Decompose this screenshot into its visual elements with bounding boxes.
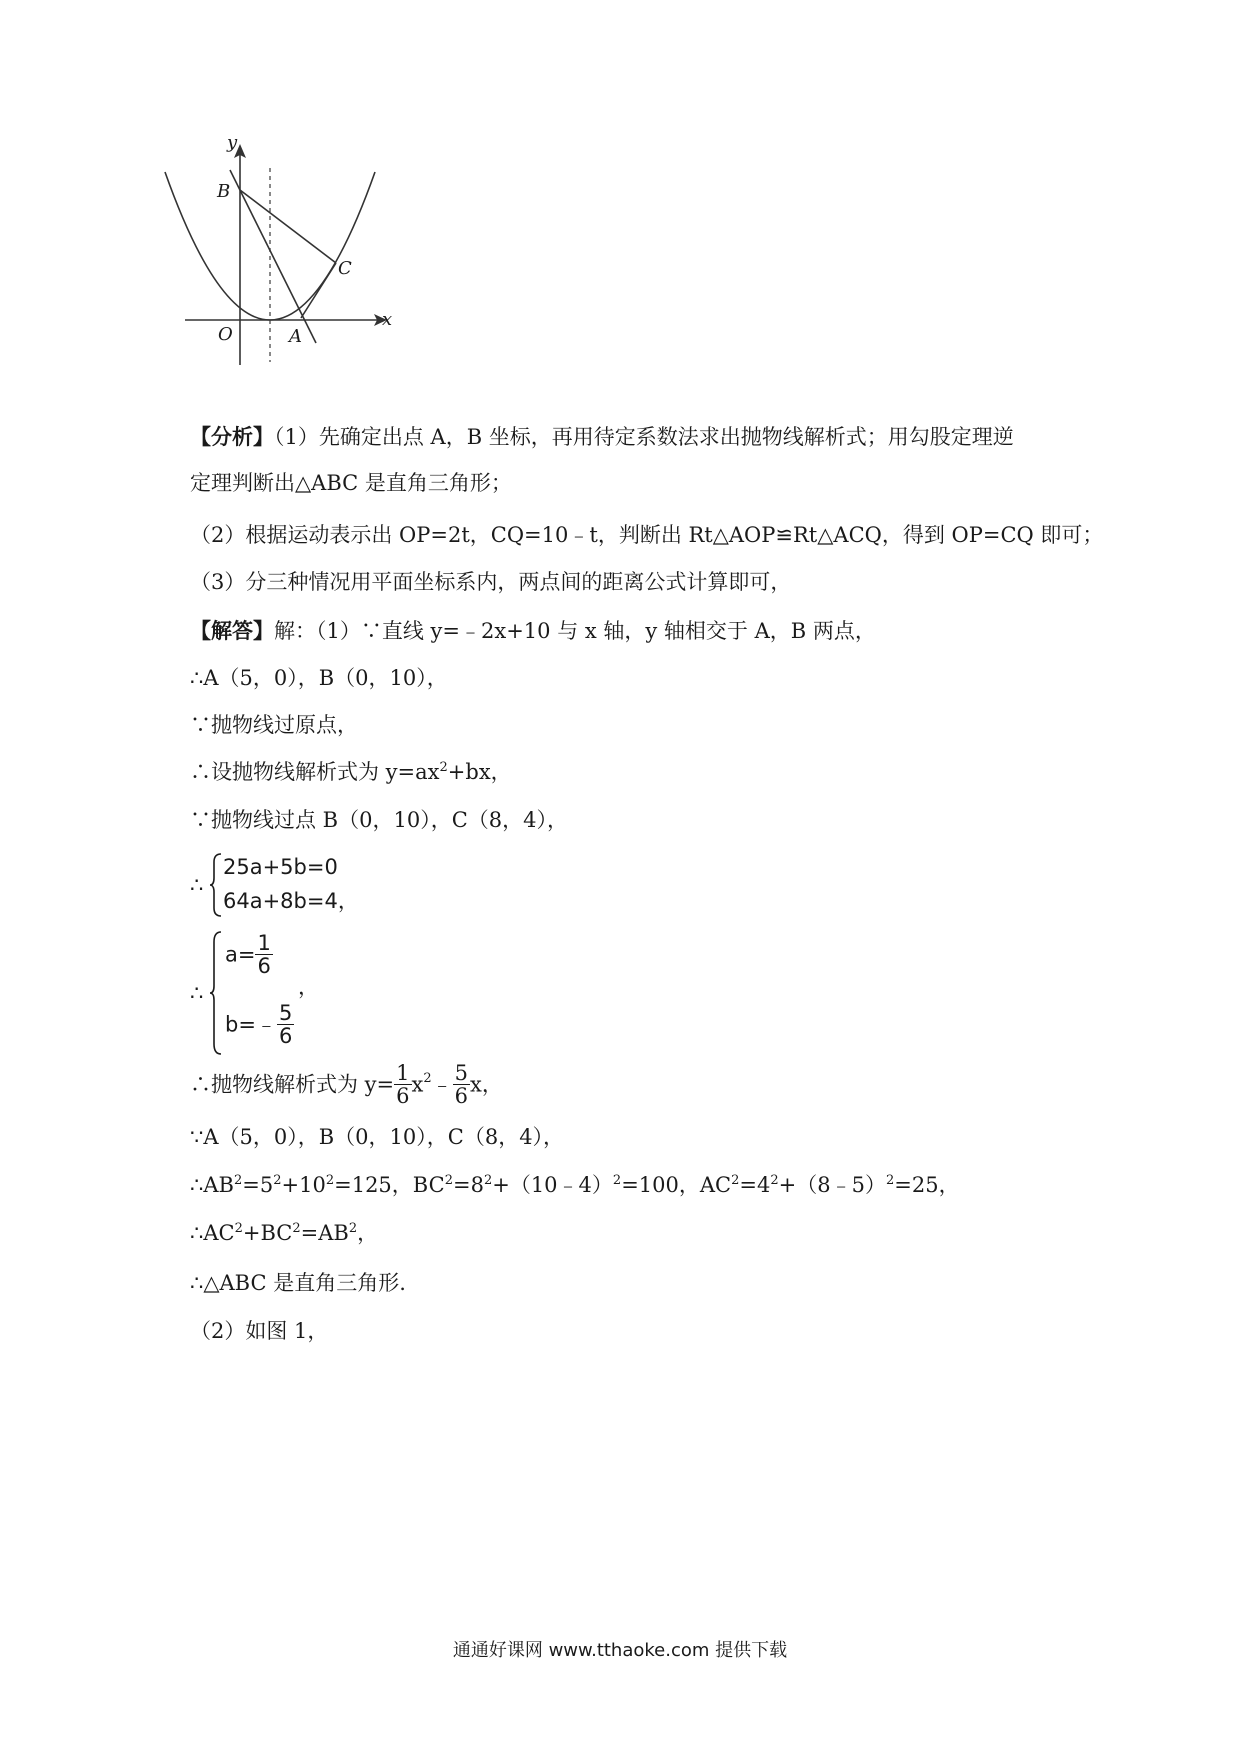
- l10-b: =5: [242, 1173, 274, 1197]
- label-b: B: [217, 181, 231, 202]
- label-y: y: [227, 132, 238, 153]
- a-numerator: 1: [257, 931, 271, 955]
- l10-d: =125，BC: [334, 1173, 445, 1197]
- solution-line-11: [190, 1218, 378, 1248]
- analysis-text-1a: （1）先确定出点 A，B 坐标，再用待定系数法求出抛物线解析式；用勾股定理逆: [274, 425, 1014, 449]
- brace-2: [209, 930, 223, 1056]
- footer-credit: 通通好课网 www.tthaoke.com 提供下载: [452, 1640, 788, 1661]
- solution-line-2: ∴A（5，0），B（0，10），: [190, 666, 448, 690]
- solution-line-1: [190, 616, 876, 646]
- l10-j: =25，: [894, 1173, 960, 1197]
- l10-c: +10: [281, 1173, 326, 1197]
- l10-sq-2: 2: [273, 1173, 282, 1188]
- l10-sq-8: 2: [770, 1173, 779, 1188]
- a-fraction: [255, 932, 272, 977]
- l10-sq-1: 2: [233, 1173, 243, 1188]
- l11-sq-3: 2: [348, 1221, 358, 1236]
- l10-sq-9: 2: [885, 1173, 895, 1188]
- l11-b: +BC: [242, 1221, 293, 1245]
- line-ba: [230, 170, 316, 343]
- label-a: A: [289, 326, 302, 347]
- l11-d: ，: [357, 1221, 379, 1245]
- analysis-line-3: （2）根据运动表示出 OP=2t，CQ=10﹣t，判断出 Rt△AOP≌Rt△ACQ，得到 OP=CQ 即可；: [190, 523, 1104, 547]
- label-x: x: [382, 309, 393, 330]
- solution-line-10: [190, 1170, 960, 1200]
- l11-c: =AB: [300, 1221, 349, 1245]
- solution-text-4-sup: 2: [439, 760, 448, 775]
- system-1-eq-2: [223, 886, 359, 916]
- l10-sq-4: 2: [444, 1173, 453, 1188]
- l11-a: ∴AC: [190, 1221, 235, 1245]
- l11-sq-2: 2: [292, 1221, 301, 1236]
- solution-line-5: ∵抛物线过点 B（0，10），C（8，4），: [190, 808, 568, 832]
- equation-system-1: [190, 850, 390, 920]
- l10-sq-6: 2: [612, 1173, 622, 1188]
- solution-tag: 【解答】: [190, 618, 274, 643]
- system-2-b: [225, 1002, 294, 1047]
- system-2-a: [225, 932, 273, 977]
- analysis-tag: 【分析】: [190, 424, 274, 449]
- solution-line-13: （2）如图 1，: [190, 1319, 329, 1343]
- line-bc: [240, 190, 336, 263]
- equation-system-2: [190, 928, 390, 1058]
- l8-f1-den: 6: [396, 1084, 410, 1108]
- l10-h: =4: [739, 1173, 771, 1197]
- l10-sq-7: 2: [731, 1173, 740, 1188]
- l8-f2-num: 5: [454, 1061, 469, 1085]
- analysis-line-1: [190, 422, 1014, 452]
- brace-1: [209, 852, 223, 918]
- system-2-comma: ，: [298, 975, 319, 999]
- analysis-line-2: 定理判断出△ABC 是直角三角形；: [190, 471, 512, 495]
- solution-text-4-post: +bx，: [447, 760, 512, 784]
- l8-f1-num: 1: [396, 1061, 410, 1085]
- l10-sq-5: 2: [483, 1173, 493, 1188]
- parabola-figure: [185, 132, 450, 410]
- a-denominator: 6: [257, 954, 271, 978]
- solution-line-12: ∴△ABC 是直角三角形.: [190, 1271, 406, 1295]
- b-fraction: [277, 1002, 294, 1047]
- l11-sq-1: 2: [234, 1221, 243, 1236]
- b-lhs: b=﹣: [225, 1012, 277, 1037]
- solution-line-8: [190, 1058, 503, 1110]
- l10-e: =8: [452, 1173, 484, 1197]
- l8-f2-den: 6: [454, 1084, 469, 1108]
- l8-pre: ∴抛物线解析式为 y=: [190, 1072, 395, 1097]
- label-c: C: [338, 258, 352, 279]
- a-lhs: a=: [225, 942, 256, 967]
- system-1-eq-2-text: 64a+8b=4: [223, 889, 338, 913]
- solution-text-4-pre: ∴设抛物线解析式为 y=ax: [190, 760, 440, 784]
- l8-sup: 2: [423, 1071, 432, 1086]
- l10-i: +（8﹣5）: [778, 1173, 886, 1197]
- system-1-eq-1: 25a+5b=0: [223, 855, 338, 879]
- b-numerator: 5: [278, 1001, 293, 1025]
- l8-fraction-1: [394, 1062, 411, 1107]
- solution-line-3: ∵抛物线过原点，: [190, 713, 358, 737]
- label-o: O: [218, 324, 233, 345]
- l10-a: ∴AB: [190, 1173, 234, 1197]
- therefore-2: ∴: [190, 981, 204, 1005]
- l10-g: =100，AC: [621, 1173, 732, 1197]
- l10-f: +（10﹣4）: [492, 1173, 613, 1197]
- b-denominator: 6: [278, 1024, 293, 1048]
- therefore-1: ∴: [190, 873, 204, 897]
- l8-post: x，: [470, 1072, 503, 1097]
- system-1-comma: ，: [337, 889, 359, 913]
- analysis-line-4: （3）分三种情况用平面坐标系内，两点间的距离公式计算即可，: [190, 570, 792, 594]
- l10-sq-3: 2: [325, 1173, 335, 1188]
- solution-text-1: 解：（1）∵直线 y=﹣2x+10 与 x 轴，y 轴相交于 A，B 两点，: [274, 619, 876, 643]
- l8-mid: x: [411, 1072, 424, 1097]
- line-ac: [301, 263, 336, 318]
- l8-minus: ﹣: [431, 1072, 453, 1097]
- solution-line-9: ∵A（5，0），B（0，10），C（8，4），: [190, 1125, 565, 1149]
- l8-fraction-2: [453, 1062, 470, 1107]
- solution-line-4: [190, 757, 512, 787]
